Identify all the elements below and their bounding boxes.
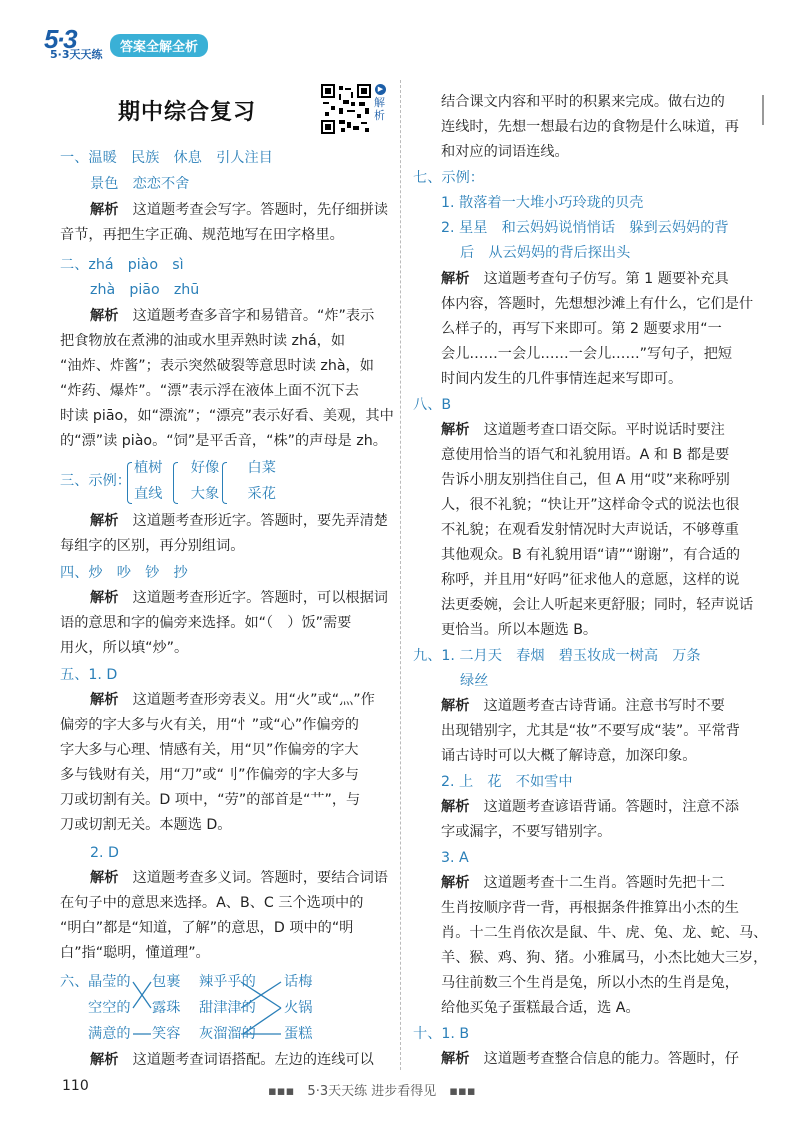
text-line: 称呼，并且用“好吗”征求他人的意愿，这样的说 <box>441 572 740 588</box>
text-line: 刀或切割有关。D 项中，“劳”的部首是“艹”，与 <box>60 792 361 808</box>
analysis-q9-2: 解析 这道题考查谚语背诵。答题时，注意不添 <box>441 799 739 815</box>
answer-q5-1: 五、1. D <box>60 667 118 683</box>
analysis-q5-2: 解析 这道题考查多义词。答题时，要结合词语 <box>90 870 388 886</box>
analysis-q4: 解析 这道题考查形近字。答题时，可以根据词 <box>90 590 388 606</box>
analysis-q8: 解析 这道题考查口语交际。平时说话时要注 <box>441 422 725 438</box>
text-line: 字大多与心理、情感有关，用“贝”作偏旁的字大 <box>60 742 359 758</box>
match-mid-1: 包裹 <box>152 974 181 990</box>
answer-q9-3: 3. A <box>441 850 469 866</box>
answer-q10-1: 十、1. B <box>413 1026 470 1042</box>
text-line: 人，很不礼貌；“快让开”这样命令式的说法也很 <box>441 497 740 513</box>
analysis-q1: 解析 这道题考查会写字。答题时，先仔细拼读 <box>90 202 388 218</box>
text-line: 出现错别字，尤其是“妆”不要写成“装”。平常背 <box>441 723 740 739</box>
text-line: 诵古诗时可以大概了解诗意，加深印象。 <box>441 748 697 764</box>
answer-q3-row2: 直线 大象 采花 <box>134 486 276 502</box>
text-line: 给他买兔子蛋糕最合适，选 A。 <box>441 1000 640 1016</box>
analysis-q7: 解析 这道题考查句子仿写。第 1 题要补充具 <box>441 271 729 287</box>
text-line: 么样子的，再写下来即可。第 2 题要求用“一 <box>441 321 722 337</box>
answer-q1-text: 一、温暖 民族 休息 引人注目 <box>60 150 273 166</box>
bracket <box>222 462 227 504</box>
text-line: 马往前数三个生肖是兔，所以小杰的生肖是兔， <box>441 975 739 991</box>
answer-q2: 二、zhá piào sì <box>60 257 184 273</box>
text-line: 意使用恰当的语气和礼貌用语。A 和 B 都是要 <box>441 447 730 463</box>
text-line: 多与钱财有关，用“刀”或“刂”作偏旁的字大多与 <box>60 767 359 783</box>
analysis-q6: 解析 这道题考查词语搭配。左边的连线可以 <box>90 1052 374 1068</box>
matching-lines <box>95 942 295 1042</box>
analysis-q9-3: 解析 这道题考查十二生肖。答题时先把十二 <box>441 875 725 891</box>
answer-q7-1: 1. 散落着一大堆小巧玲珑的贝壳 <box>441 195 644 211</box>
text-line: 每组字的区别，再分别组词。 <box>60 538 245 554</box>
play-icon[interactable]: ▶ <box>375 84 386 95</box>
text-line: 把食物放在煮沸的油或水里弄熟时读 zhá，如 <box>60 333 346 349</box>
text-line: 用火，所以填“炒”。 <box>60 640 189 656</box>
logo-text: 5·3天天练 <box>50 48 103 61</box>
text-line: 结合课文内容和平时的积累来完成。做右边的 <box>441 94 725 110</box>
answer-q3-row1: 植树 好像 白菜 <box>134 460 276 476</box>
match-left-3: 满意的 <box>88 1026 131 1042</box>
page-title: 期中综合复习 <box>118 100 257 125</box>
text-line: 白”指“聪明，懂道理”。 <box>60 945 210 961</box>
match-food-1: 话梅 <box>284 974 313 990</box>
answer-tag: 答案全解全析 <box>110 34 208 57</box>
match-food-3: 蛋糕 <box>284 1026 313 1042</box>
analysis-q3: 解析 这道题考查形近字。答题时，要先弄清楚 <box>90 513 388 529</box>
text-line: “油炸、炸酱”；表示突然破裂等意思时读 zhà，如 <box>60 358 374 374</box>
match-adj-1: 辣乎乎的 <box>199 974 256 990</box>
text-line: 肖。十二生肖依次是鼠、牛、虎、兔、龙、蛇、马、 <box>441 925 768 941</box>
text-line: 和对应的词语连线。 <box>441 144 569 160</box>
answer-q6-label: 六、 <box>60 974 89 990</box>
text-line: “炸药、爆炸”。“漂”表示浮在液体上面不沉下去 <box>60 383 359 399</box>
answer-q8: 八、B <box>413 397 452 413</box>
text-line: 会儿……一会儿……一会儿……”写句子，把短 <box>441 346 733 362</box>
text-line: 时间内发生的几件事情连起来写即可。 <box>441 371 683 387</box>
answer-q9-1: 九、1. 二月天 春烟 碧玉妆成一树高 万条 <box>413 648 701 664</box>
match-adj-2: 甜津津的 <box>199 1000 256 1016</box>
column-divider <box>400 80 401 1070</box>
text-line: 更恰当。所以本题选 B。 <box>441 622 598 638</box>
answer-q5-2: 2. D <box>90 845 119 861</box>
text-line: 羊、猴、鸡、狗、猪。小雅属马，小杰比她大三岁， <box>441 950 768 966</box>
match-left-1: 晶莹的 <box>88 974 131 990</box>
analysis-q9-1: 解析 这道题考查古诗背诵。注意书写时不要 <box>441 698 725 714</box>
qr-label: 解析 <box>374 96 385 122</box>
answer-q2-line2: zhà piāo zhū <box>90 282 200 298</box>
text-line: “明白”都是“知道，了解”的意思，D 项中的“明 <box>60 920 354 936</box>
match-mid-2: 露珠 <box>152 1000 181 1016</box>
match-adj-3: 灰溜溜的 <box>199 1026 256 1042</box>
analysis-q1-line2: 音节，再把生字正确、规范地写在田字格里。 <box>60 227 344 243</box>
answer-q1 <box>60 148 273 168</box>
text-line: 的“漂”读 piào。“饲”是平舌音，“株”的声母是 zh。 <box>60 433 387 449</box>
answer-q3-label: 三、示例： <box>60 473 131 489</box>
text-line: 其他观众。B 有礼貌用语“请”“谢谢”，有合适的 <box>441 547 741 563</box>
page-edge-mark <box>762 95 764 125</box>
text-line: 字或漏字，不要写错别字。 <box>441 824 612 840</box>
answer-q9-1-line2: 绿丝 <box>460 673 489 689</box>
bracket <box>173 462 178 504</box>
brand-logo: 5·3 5·3天天练 <box>44 24 103 61</box>
footer-slogan: ▪▪▪ 5·3天天练 进步看得见 ▪▪▪ <box>268 1084 476 1099</box>
match-left-2: 空空的 <box>88 1000 131 1016</box>
text-line: 语的意思和字的偏旁来选择。如“（ ）饭”需要 <box>60 615 352 631</box>
text-line: 体内容，答题时，先想想沙滩上有什么，它们是什 <box>441 296 754 312</box>
answer-q7-label: 七、示例： <box>413 170 484 186</box>
text-line: 不礼貌；在观看发射情况时大声说话，不够尊重 <box>441 522 739 538</box>
analysis-q2: 解析 这道题考查多音字和易错音。“炸”表示 <box>90 308 375 324</box>
text-line: 连线时，先想一想最右边的食物是什么味道，再 <box>441 119 739 135</box>
page-number: 110 <box>62 1078 89 1094</box>
match-mid-3: 笑容 <box>152 1026 181 1042</box>
qr-code-icon[interactable] <box>321 84 371 134</box>
answer-q7-2: 2. 星星 和云妈妈说悄悄话 躲到云妈妈的背 <box>441 220 729 236</box>
text-line: 刀或切割无关。本题选 D。 <box>60 817 232 833</box>
answer-q1-line2: 景色 恋恋不舍 <box>90 176 190 192</box>
text-line: 告诉小朋友别挡住自己，但 A 用“哎”来称呼别 <box>441 472 730 488</box>
text-line: 生肖按顺序背一背，再根据条件推算出小杰的生 <box>441 900 739 916</box>
analysis-q5-1: 解析 这道题考查形旁表义。用“火”或“灬”作 <box>90 692 375 708</box>
text-line: 偏旁的字大多与火有关，用“忄”或“心”作偏旁的 <box>60 717 359 733</box>
text-line: 法更委婉，会让人听起来更舒服；同时，轻声说话 <box>441 597 754 613</box>
answer-q9-2: 2. 上 花 不如雪中 <box>441 774 573 790</box>
answer-q7-2-line2: 后 从云妈妈的背后探出头 <box>460 245 631 261</box>
text-line: 时读 piāo，如“漂流”；“漂亮”表示好看、美观，其中 <box>60 408 394 424</box>
answer-q4: 四、炒 吵 钞 抄 <box>60 565 188 581</box>
bracket <box>127 462 132 504</box>
match-food-2: 火锅 <box>284 1000 313 1016</box>
analysis-q10-1: 解析 这道题考查整合信息的能力。答题时，仔 <box>441 1051 739 1067</box>
text-line: 在句子中的意思来选择。A、B、C 三个选项中的 <box>60 895 364 911</box>
